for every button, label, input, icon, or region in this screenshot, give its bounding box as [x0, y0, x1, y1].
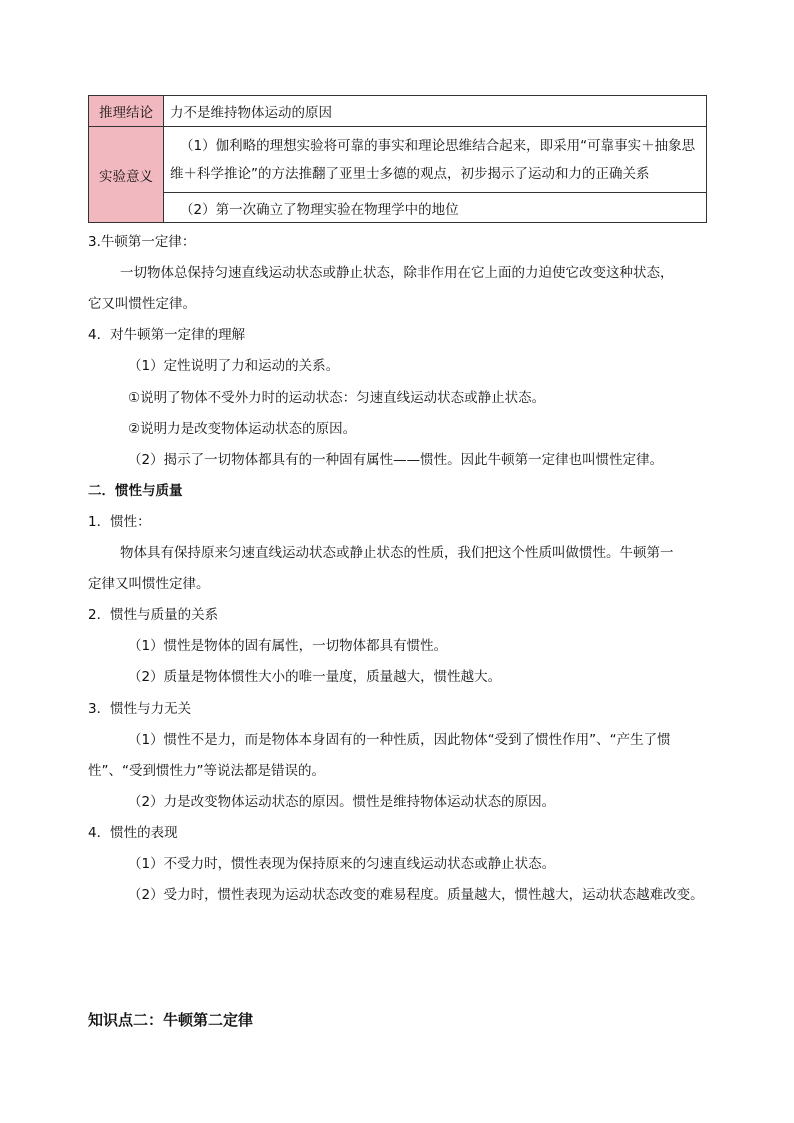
- section-heading: 知识点二：牛顿第二定律: [88, 1011, 254, 1029]
- heading-inertia-manifestation: 4．惯性的表现: [88, 825, 178, 841]
- heading-inertia: 1．惯性：: [88, 514, 151, 530]
- table-cell-line: （1）伽利略的理想实验将可靠的事实和理论思维结合起来，即采用“可靠事实＋抽象思: [180, 137, 696, 154]
- summary-table: [88, 95, 707, 223]
- paragraph-line: 它又叫惯性定律。: [88, 296, 196, 312]
- table-cell-significance-2: （2）第一次确立了物理实验在物理学中的地位: [164, 193, 707, 223]
- table-cell-conclusion: 力不是维持物体运动的原因: [164, 96, 707, 127]
- paragraph-line: 一切物体总保持匀速直线运动状态或静止状态，除非作用在它上面的力迫使它改变这种状态，: [120, 265, 674, 281]
- list-item: （2）揭示了一切物体都具有的一种固有属性——惯性。因此牛顿第一定律也叫惯性定律。: [128, 452, 664, 468]
- heading-newton-first-law: 3.牛顿第一定律：: [88, 234, 196, 250]
- table-cell-significance-1: [164, 127, 707, 193]
- list-item: （1）惯性不是力，而是物体本身固有的一种性质，因此物体“受到了惯性作用”、“产生了惯: [128, 732, 671, 748]
- list-item: （2）受力时，惯性表现为运动状态改变的难易程度。质量越大，惯性越大，运动状态越难改变。: [128, 887, 704, 903]
- heading-inertia-mass-relation: 2．惯性与质量的关系: [88, 607, 219, 623]
- list-item: ②说明力是改变物体运动状态的原因。: [128, 421, 357, 437]
- heading-inertia-force: 3．惯性与力无关: [88, 701, 192, 717]
- paragraph-line: 物体具有保持原来匀速直线运动状态或静止状态的性质，我们把这个性质叫做惯性。牛顿第一: [120, 545, 674, 561]
- list-item: （2）质量是物体惯性大小的唯一量度，质量越大，惯性越大。: [128, 669, 502, 685]
- list-item: （1）定性说明了力和运动的关系。: [128, 358, 340, 374]
- heading-understanding: 4．对牛顿第一定律的理解: [88, 327, 246, 343]
- paragraph-line: 定律又叫惯性定律。: [88, 576, 210, 592]
- list-item: （1）惯性是物体的固有属性，一切物体都具有惯性。: [128, 638, 448, 654]
- table-label-significance: 实验意义: [89, 127, 164, 223]
- table-row: [89, 193, 707, 223]
- table-row: [89, 96, 707, 127]
- section-inertia-mass: 二．惯性与质量: [88, 483, 183, 499]
- list-item: ①说明了物体不受外力时的运动状态：匀速直线运动状态或静止状态。: [128, 390, 546, 406]
- list-item: （1）不受力时，惯性表现为保持原来的匀速直线运动状态或静止状态。: [128, 856, 556, 872]
- paragraph-line: 性”、“受到惯性力”等说法都是错误的。: [88, 763, 325, 779]
- list-item: （2）力是改变物体运动状态的原因。惯性是维持物体运动状态的原因。: [128, 794, 556, 810]
- table-row: [89, 127, 707, 193]
- table-cell-line: 维＋科学推论”的方法推翻了亚里士多德的观点，初步揭示了运动和力的正确关系: [170, 165, 650, 182]
- table-label-conclusion: 推理结论: [89, 96, 164, 127]
